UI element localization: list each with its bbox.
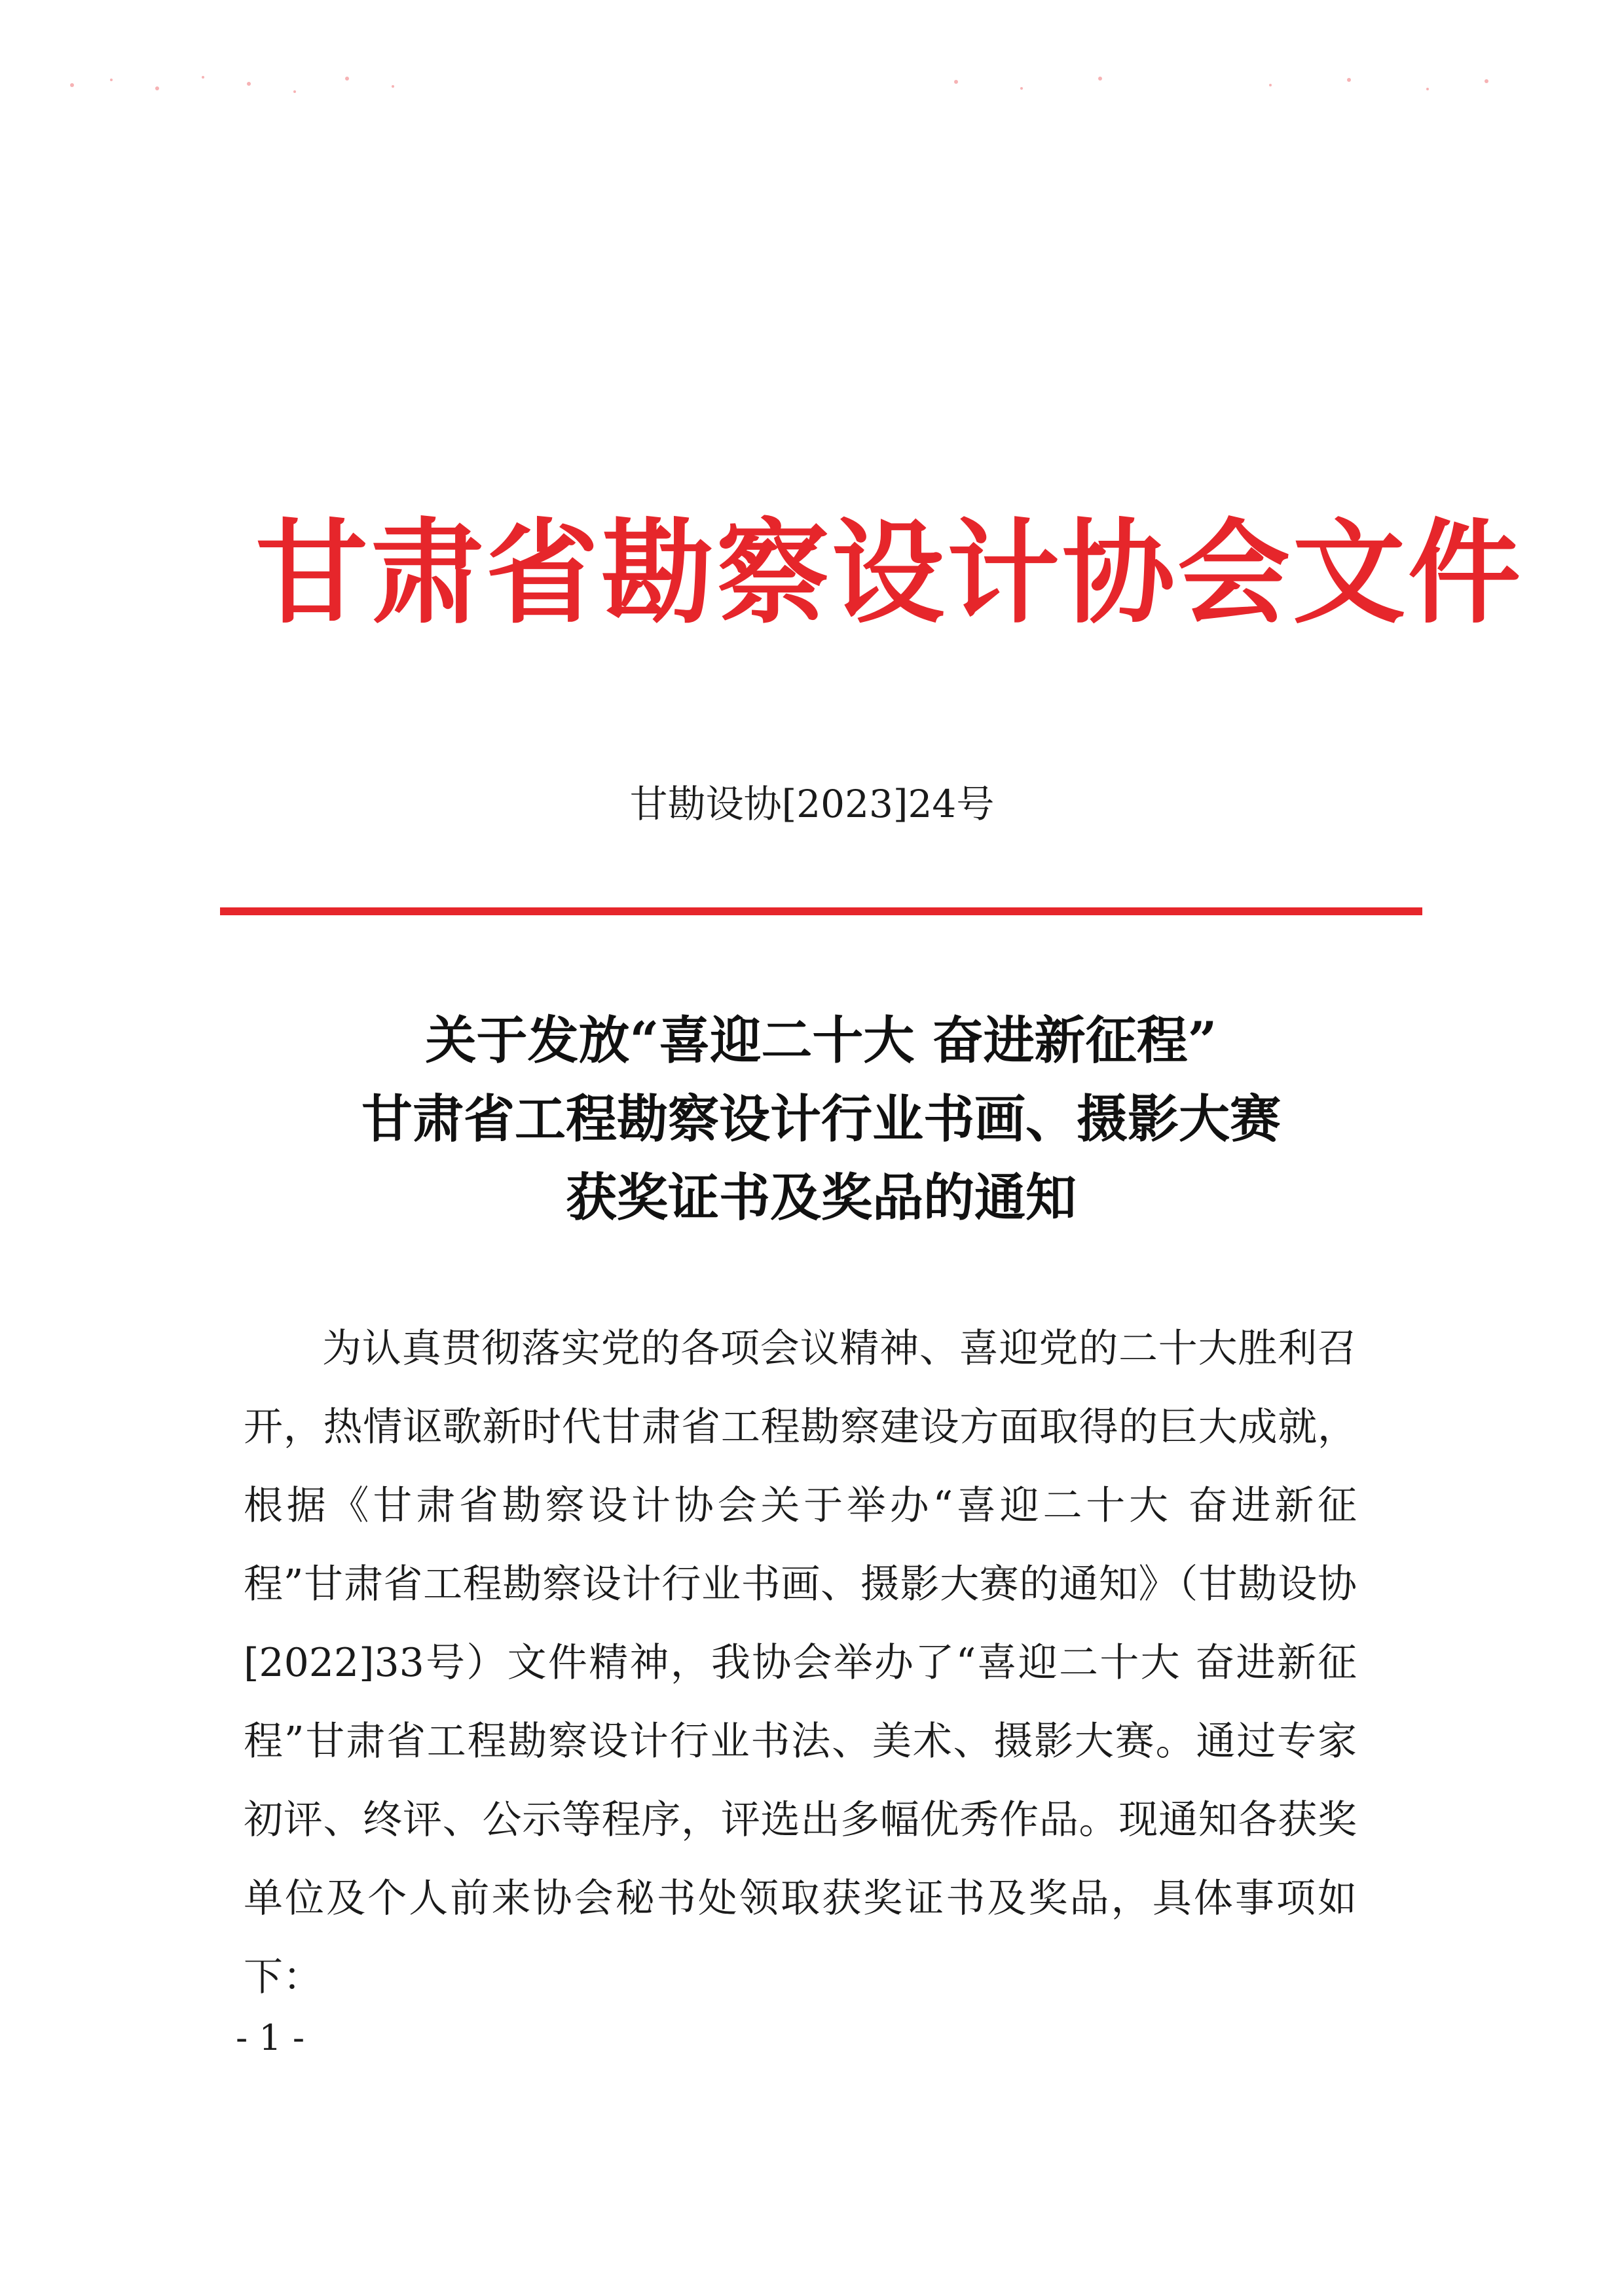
notice-title-line-2: 甘肃省工程勘察设计行业书画、摄影大赛	[361, 1089, 1281, 1149]
scan-speckle-right	[930, 65, 1519, 105]
notice-title	[220, 1002, 1422, 1237]
red-divider-line	[220, 907, 1422, 915]
org-file-title: 甘肃省勘察设计协会文件	[255, 506, 1523, 639]
scan-speckle-left	[52, 65, 445, 105]
notice-title-line-3: 获奖证书及奖品的通知	[565, 1168, 1077, 1228]
body-paragraph: 为认真贯彻落实党的各项会议精神、喜迎党的二十大胜利召开，热情讴歌新时代甘肃省工程勘察建设方面取得的巨大成就，根据《甘肃省勘察设计协会关于举办“喜迎二十大 奋进新征程”甘肃省工程勘察设计行业书画、摄影大赛的通知》（甘勘设协[2022]33号）文件精神，我协会举办了“喜迎二十大 奋进新征程”甘肃省工程勘察设计行业书法、美术、摄影大赛。通过专家初评、终评、公示等程序，评选出多幅优秀作品。现通知各获奖单位及个人前来协会秘书处领取获奖证书及奖品，具体事项如下：	[244, 1326, 1357, 2000]
document-number: 甘勘设协[2023]24号	[629, 782, 995, 826]
notice-title-line-1: 关于发放“喜迎二十大 奋进新征程”	[425, 1011, 1217, 1070]
page-number: - 1 -	[236, 2017, 305, 2058]
